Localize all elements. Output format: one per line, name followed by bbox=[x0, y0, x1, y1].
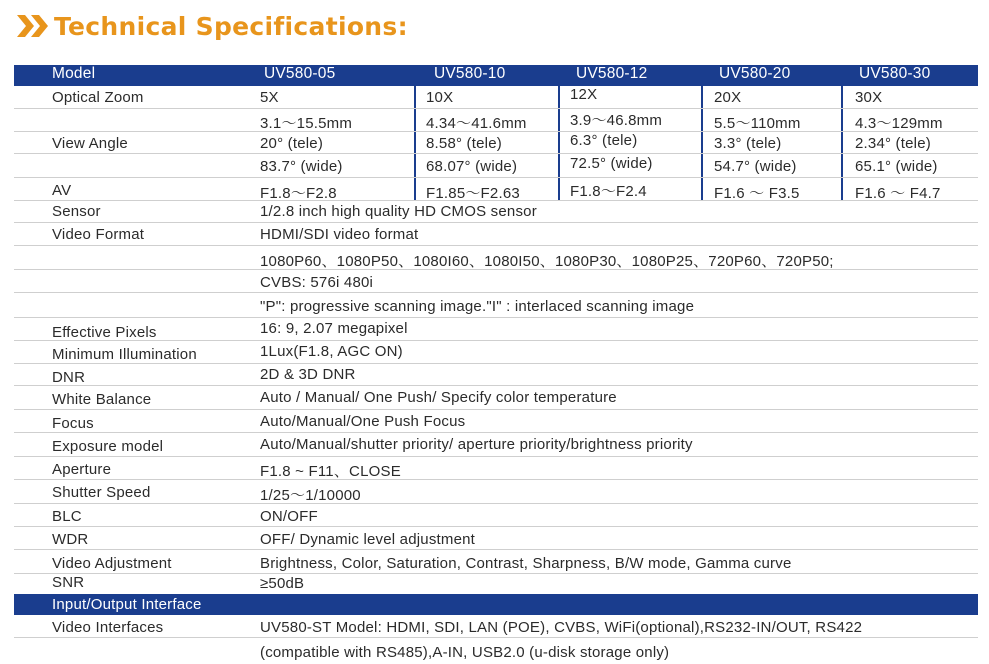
model-uv580-30: UV580-30 bbox=[859, 65, 931, 82]
focal-value: 3.9～46.8mm bbox=[570, 112, 663, 129]
effective-pixels-value: 16: 9, 2.07 megapixel bbox=[260, 320, 408, 337]
io-section-title: Input/Output Interface bbox=[52, 596, 202, 613]
video-format-row-2 bbox=[14, 246, 978, 270]
view-angle-wide-row bbox=[14, 153, 978, 178]
sensor-value: 1/2.8 inch high quality HD CMOS sensor bbox=[260, 203, 537, 220]
zoom-value: 5X bbox=[260, 89, 279, 106]
tele-value: 2.34° (tele) bbox=[855, 135, 931, 152]
av-value: F1.6 ～ F4.7 bbox=[855, 185, 941, 202]
model-uv580-12: UV580-12 bbox=[576, 65, 648, 82]
focal-value: 4.3～129mm bbox=[855, 115, 943, 132]
focus-value: Auto/Manual/One Push Focus bbox=[260, 413, 466, 430]
tele-value: 6.3° (tele) bbox=[570, 132, 638, 149]
video-format-value: HDMI/SDI video format bbox=[260, 226, 419, 243]
wide-value: 54.7° (wide) bbox=[714, 158, 797, 175]
shutter-speed-value: 1/25～1/10000 bbox=[260, 487, 361, 504]
min-illumination-label: Minimum Illumination bbox=[52, 346, 197, 363]
white-balance-value: Auto / Manual/ One Push/ Specify color temperature bbox=[260, 389, 617, 406]
shutter-speed-label: Shutter Speed bbox=[52, 484, 151, 501]
zoom-value: 30X bbox=[855, 89, 883, 106]
snr-value: ≥50dB bbox=[260, 575, 305, 592]
white-balance-label: White Balance bbox=[52, 391, 152, 408]
optical-zoom-row bbox=[14, 86, 978, 109]
video-adjustment-row bbox=[14, 550, 978, 574]
zoom-value: 10X bbox=[426, 89, 454, 106]
tele-value: 8.58° (tele) bbox=[426, 135, 502, 152]
shutter-speed-row bbox=[14, 480, 978, 504]
page-title: Technical Specifications: bbox=[54, 11, 408, 41]
focal-value: 5.5～110mm bbox=[714, 115, 801, 132]
tele-value: 3.3° (tele) bbox=[714, 135, 782, 152]
exposure-value: Auto/Manual/shutter priority/ aperture priority/brightness priority bbox=[260, 436, 693, 453]
exposure-label: Exposure model bbox=[52, 438, 164, 455]
video-adjustment-label: Video Adjustment bbox=[52, 555, 172, 572]
snr-label: SNR bbox=[52, 574, 85, 591]
dnr-value: 2D & 3D DNR bbox=[260, 366, 356, 383]
wide-value: 65.1° (wide) bbox=[855, 158, 938, 175]
model-uv580-05: UV580-05 bbox=[264, 65, 336, 82]
snr-row bbox=[14, 574, 978, 594]
focal-length-row bbox=[14, 108, 978, 132]
model-header-row bbox=[14, 65, 978, 86]
wide-value: 83.7° (wide) bbox=[260, 158, 343, 175]
wide-value: 68.07° (wide) bbox=[426, 158, 518, 175]
dnr-row bbox=[14, 364, 978, 386]
av-value: F1.85～F2.63 bbox=[426, 185, 520, 202]
video-adjustment-value: Brightness, Color, Saturation, Contrast, Sharpness, B/W mode, Gamma curve bbox=[260, 555, 792, 572]
video-format-value: "P": progressive scanning image."I" : interlaced scanning image bbox=[260, 298, 695, 315]
model-label: Model bbox=[52, 65, 96, 82]
focus-row bbox=[14, 410, 978, 433]
video-interfaces-label: Video Interfaces bbox=[52, 619, 164, 636]
model-uv580-10: UV580-10 bbox=[434, 65, 506, 82]
focal-value: 3.1～15.5mm bbox=[260, 115, 353, 132]
video-format-row-4 bbox=[14, 293, 978, 318]
double-chevron-right-icon bbox=[14, 11, 52, 41]
video-interfaces-row-2 bbox=[14, 638, 978, 664]
dnr-label: DNR bbox=[52, 369, 86, 386]
effective-pixels-row bbox=[14, 318, 978, 341]
blc-label: BLC bbox=[52, 508, 82, 525]
min-illumination-row bbox=[14, 341, 978, 364]
specifications-table bbox=[14, 65, 978, 664]
effective-pixels-label: Effective Pixels bbox=[52, 324, 157, 341]
aperture-value: F1.8 ~ F11、CLOSE bbox=[260, 463, 401, 480]
video-interfaces-value: (compatible with RS485),A-IN, USB2.0 (u-disk storage only) bbox=[260, 644, 670, 661]
video-format-row bbox=[14, 223, 978, 246]
wide-value: 72.5° (wide) bbox=[570, 155, 653, 172]
video-format-label: Video Format bbox=[52, 226, 145, 243]
sensor-row bbox=[14, 200, 978, 223]
focus-label: Focus bbox=[52, 415, 94, 432]
av-value: F1.6 ～ F3.5 bbox=[714, 185, 800, 202]
zoom-value: 20X bbox=[714, 89, 742, 106]
video-format-value: 1080P60、1080P50、1080I60、1080I50、1080P30、1080P25、720P60、720P50; bbox=[260, 253, 834, 270]
aperture-label: Aperture bbox=[52, 461, 112, 478]
wdr-value: OFF/ Dynamic level adjustment bbox=[260, 531, 476, 548]
view-angle-label: View Angle bbox=[52, 135, 128, 152]
video-format-value: CVBS: 576i 480i bbox=[260, 274, 374, 291]
video-interfaces-row bbox=[14, 615, 978, 638]
exposure-row bbox=[14, 433, 978, 457]
av-value: F1.8～F2.4 bbox=[570, 183, 647, 200]
model-comparison-block bbox=[14, 86, 978, 200]
view-angle-tele-row bbox=[14, 131, 978, 154]
blc-value: ON/OFF bbox=[260, 508, 318, 525]
aperture-row bbox=[14, 457, 978, 480]
wdr-label: WDR bbox=[52, 531, 89, 548]
tele-value: 20° (tele) bbox=[260, 135, 324, 152]
av-value: F1.8～F2.8 bbox=[260, 185, 337, 202]
blc-row bbox=[14, 504, 978, 527]
av-label: AV bbox=[52, 182, 72, 199]
av-row bbox=[14, 177, 978, 201]
optical-zoom-label: Optical Zoom bbox=[52, 89, 144, 106]
wdr-row bbox=[14, 527, 978, 550]
white-balance-row bbox=[14, 386, 978, 410]
sensor-label: Sensor bbox=[52, 203, 101, 220]
video-interfaces-value: UV580-ST Model: HDMI, SDI, LAN (POE), CVBS, WiFi(optional),RS232-IN/OUT, RS422 bbox=[260, 619, 863, 636]
section-heading bbox=[14, 8, 408, 44]
model-uv580-20: UV580-20 bbox=[719, 65, 791, 82]
io-section-header bbox=[14, 594, 978, 615]
focal-value: 4.34～41.6mm bbox=[426, 115, 527, 132]
min-illumination-value: 1Lux(F1.8, AGC ON) bbox=[260, 343, 403, 360]
video-format-row-3 bbox=[14, 270, 978, 293]
zoom-value: 12X bbox=[570, 86, 598, 103]
